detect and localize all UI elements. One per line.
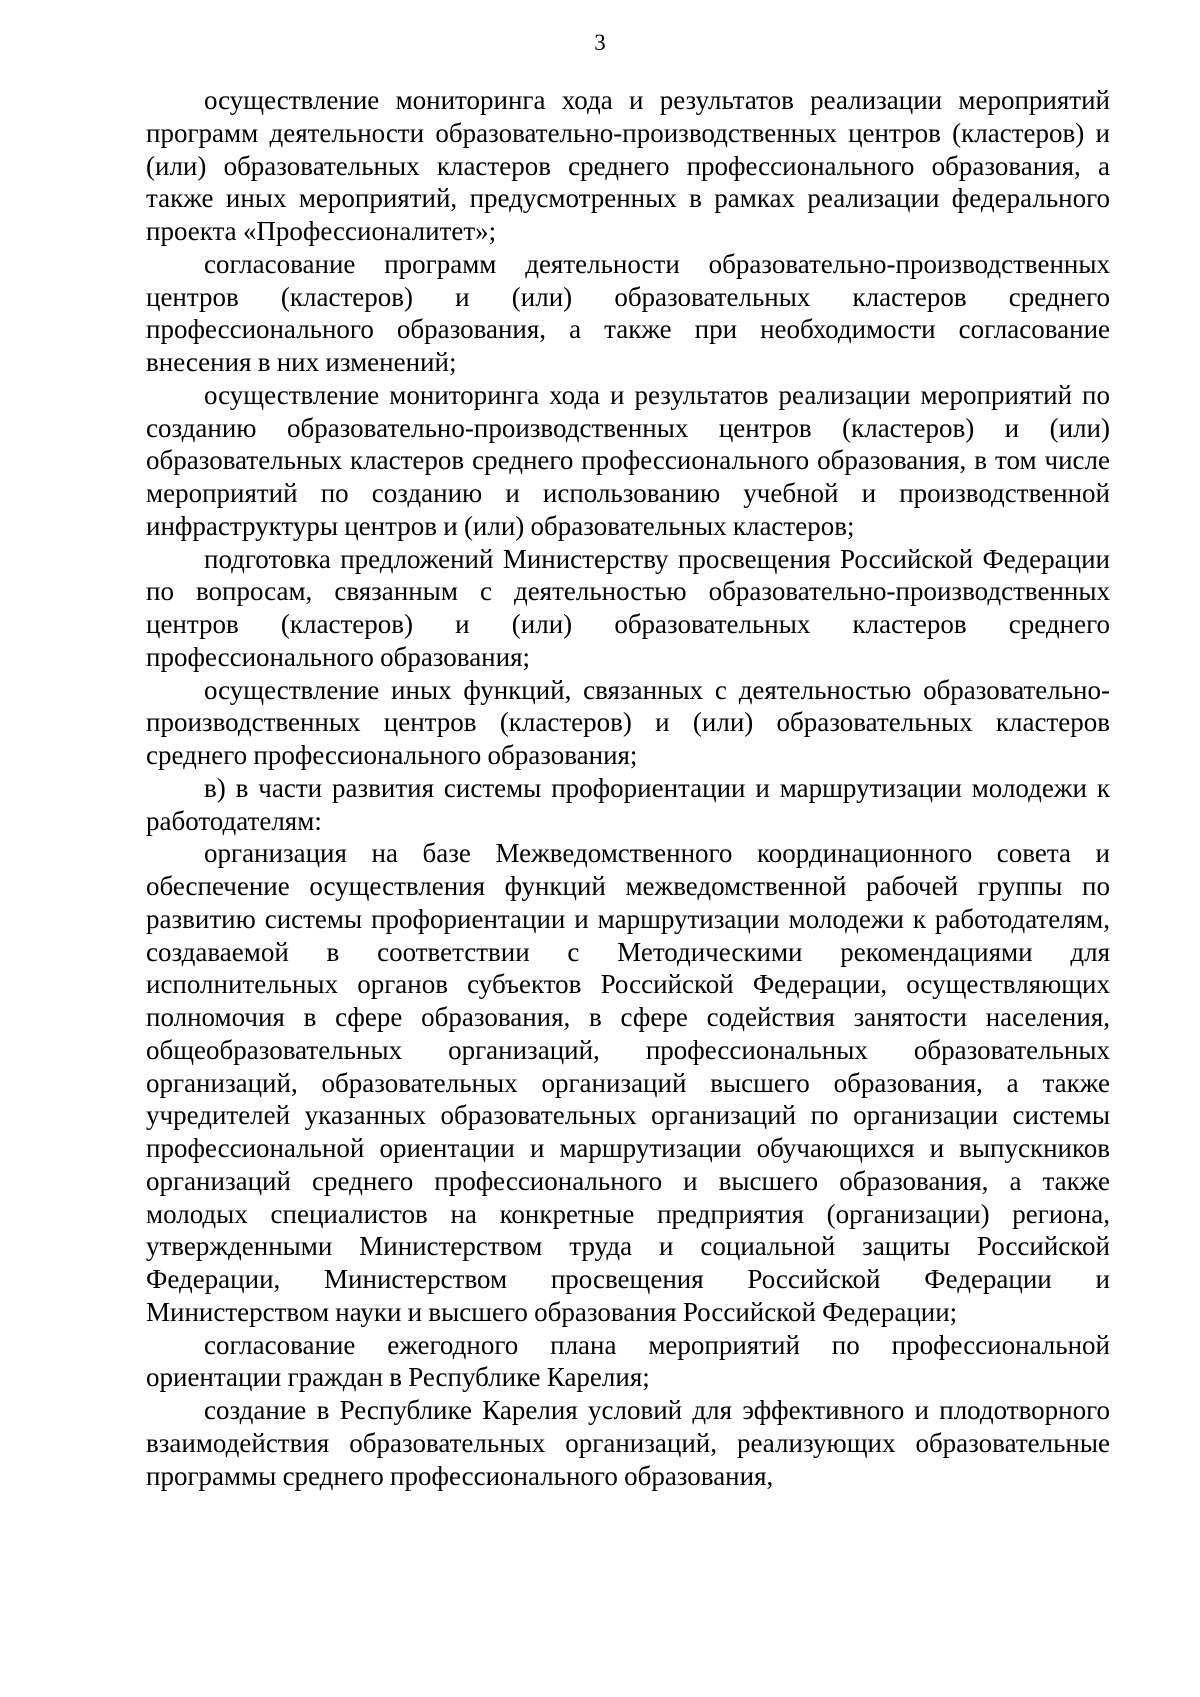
paragraph-approval-programs: согласование программ деятельности образовательно-производственных центров (кластеров) и (или) образовательных кластеров среднего профессионального образования, а также при необходимости согласование внесения в них изменений; <box>146 248 1110 377</box>
paragraph-annual-plan: согласование ежегодного плана мероприятий по профессиональной ориентации граждан в Республике Карелия; <box>146 1329 1110 1393</box>
page-number: 3 <box>594 30 606 55</box>
paragraph-monitoring-programs: осуществление мониторинга хода и результатов реализации мероприятий программ деятельности образовательно-производственных центров (кластеров) и (или) образовательных кластеров среднего профессионального образования, а также иных мероприятий, предусмотренных в рамках реализации федерального проекта «Профессионалитет»; <box>146 85 1110 246</box>
paragraph-monitoring-creation: осуществление мониторинга хода и результатов реализации мероприятий по созданию образовательно-производственных центров (кластеров) и (или) образовательных кластеров среднего профессионального образования, в том числе мероприятий по созданию и использованию учебной и производственной инфраструктуры центров и (или) образовательных кластеров; <box>146 379 1110 541</box>
document-body <box>146 84 1110 1492</box>
paragraph-other-functions: осуществление иных функций, связанных с деятельностью образовательно-производственных центров (кластеров) и (или) образовательных кластеров среднего профессионального образования; <box>146 674 1110 770</box>
paragraph-working-group: организация на базе Межведомственного координационного совета и обеспечение осуществления функций межведомственной рабочей группы по развитию системы профориентации и маршрутизации молодежи к работодателям, создаваемой в соответствии с Методическими рекомендациями для исполнительных органов субъектов Российской Федерации, осуществляющих полномочия в сфере образования, в сфере содействия занятости населения, общеобразовательных организаций, профессиональных образовательных организаций, образовательных организаций высшего образования, а также учредителей указанных образовательных организаций по организации системы профессиональной ориентации и маршрутизации обучающихся и выпускников организаций среднего профессионального и высшего образования, а также молодых специалистов на конкретные предприятия (организации) региона, утвержденными Министерством труда и социальной защиты Российской Федерации, Министерством просвещения Российской Федерации и Министерством науки и высшего образования Российской Федерации; <box>146 838 1110 1327</box>
paragraph-career-guidance-heading: в) в части развития системы профориентации и маршрутизации молодежи к работодателям: <box>146 772 1110 836</box>
paragraph-proposals: подготовка предложений Министерству просвещения Российской Федерации по вопросам, связанным с деятельностью образовательно-производственных центров (кластеров) и (или) образовательных кластеров среднего профессионального образования; <box>146 543 1110 672</box>
paragraph-conditions: создание в Республике Карелия условий для эффективного и плодотворного взаимодействия образовательных организаций, реализующих образовательные программы среднего профессионального образования, <box>146 1395 1110 1491</box>
